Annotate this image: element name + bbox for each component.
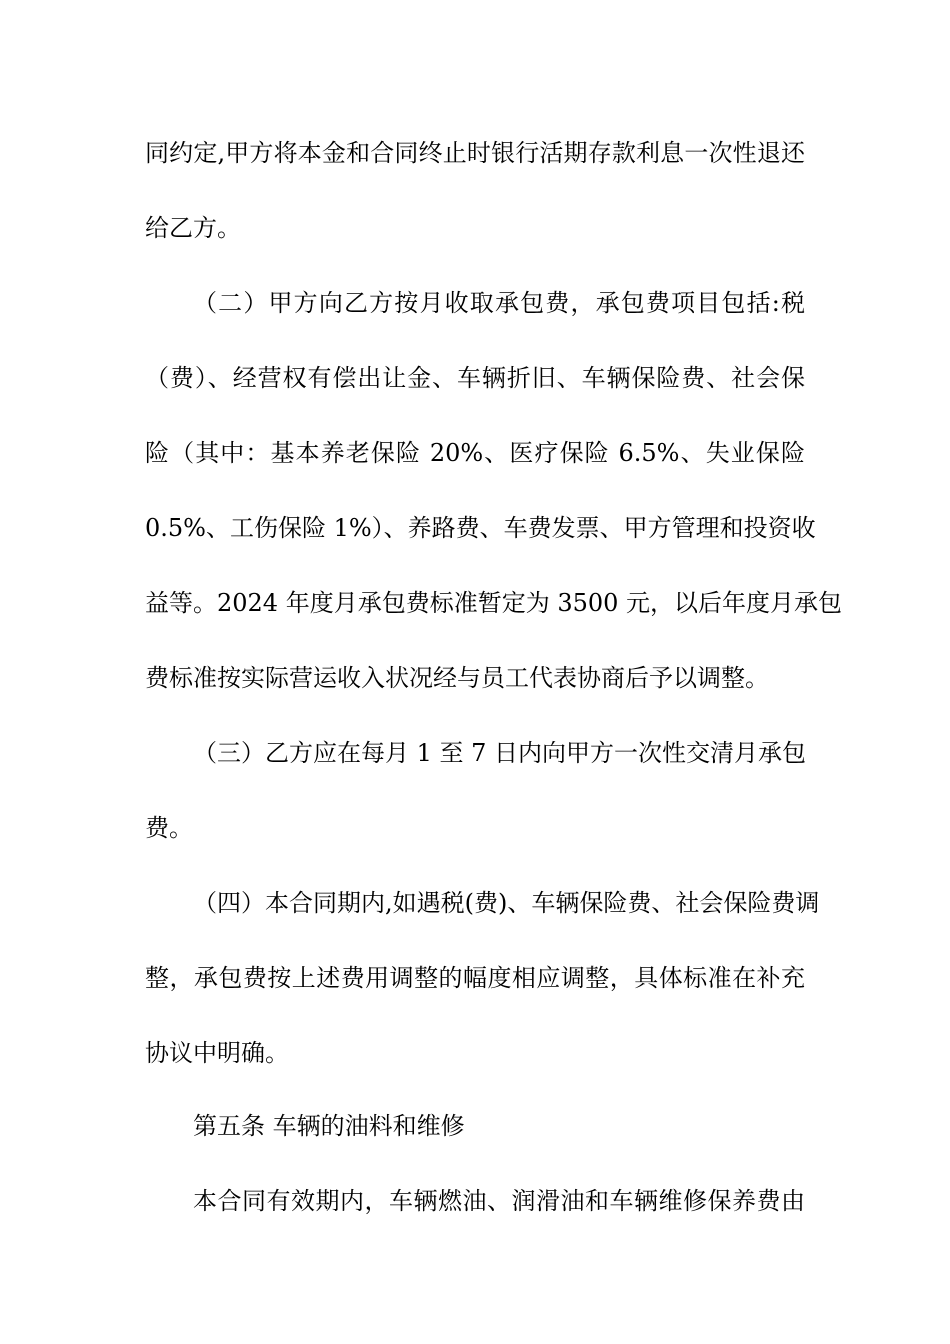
text-line: 益等。2024 年度月承包费标准暂定为 3500 元，以后年度月承包 bbox=[145, 589, 843, 617]
clause-2-heading-line: （二）甲方向乙方按月收取承包费，承包费项目包括:税 bbox=[193, 289, 805, 317]
text-line: 险（其中：基本养老保险 20%、医疗保险 6.5%、失业保险 bbox=[145, 439, 805, 467]
text-line: 本合同有效期内，车辆燃油、润滑油和车辆维修保养费由 bbox=[193, 1187, 805, 1215]
clause-4-line: （四）本合同期内,如遇税(费)、车辆保险费、社会保险费调 bbox=[193, 889, 820, 917]
text-line: 协议中明确。 bbox=[145, 1039, 289, 1067]
text-line: 费标准按实际营运收入状况经与员工代表协商后予以调整。 bbox=[145, 664, 769, 692]
clause-3-line: （三）乙方应在每月 1 至 7 日内向甲方一次性交清月承包 bbox=[193, 739, 807, 767]
text-line: 费。 bbox=[145, 814, 193, 842]
text-line: （费）、经营权有偿出让金、车辆折旧、车辆保险费、社会保 bbox=[145, 364, 805, 392]
text-line: 0.5%、工伤保险 1%）、养路费、车费发票、甲方管理和投资收 bbox=[145, 514, 816, 542]
text-line: 整，承包费按上述费用调整的幅度相应调整，具体标准在补充 bbox=[145, 964, 805, 992]
text-line: 同约定,甲方将本金和合同终止时银行活期存款利息一次性退还 bbox=[145, 139, 805, 167]
article-5-heading: 第五条 车辆的油料和维修 bbox=[193, 1112, 465, 1140]
text-line: 给乙方。 bbox=[145, 214, 241, 242]
